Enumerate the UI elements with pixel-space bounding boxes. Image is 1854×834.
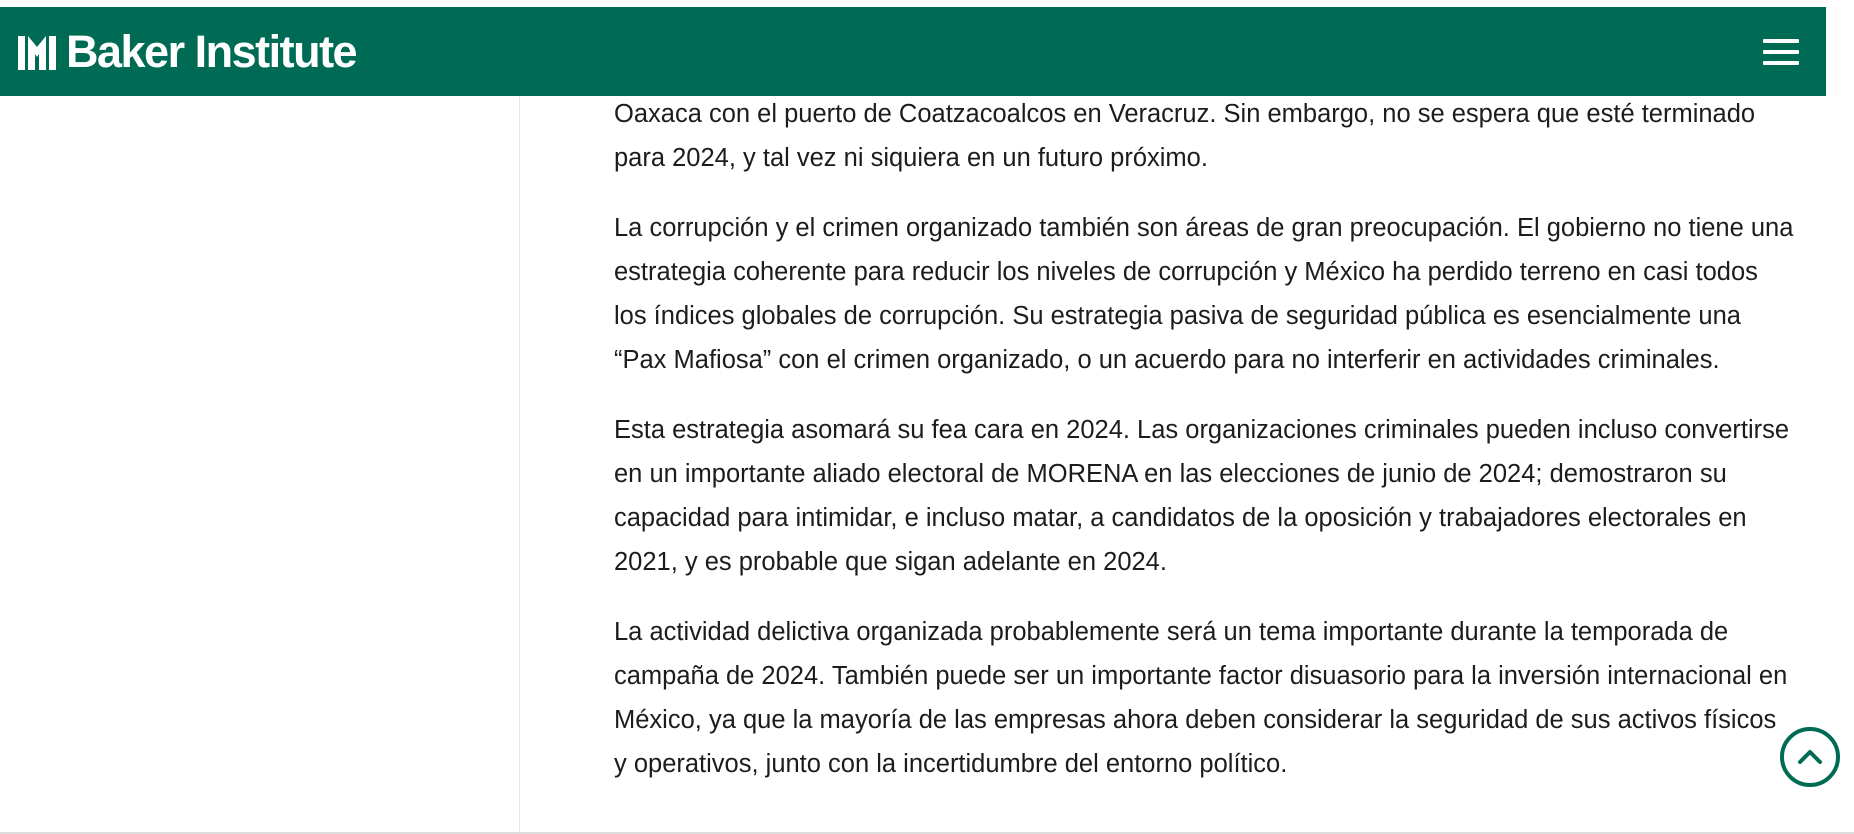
menu-bar-middle <box>1763 50 1799 54</box>
article-paragraph: La actividad delictiva organizada probablemente será un tema importante durante la temporada de campaña de 2024. También puede ser un importante factor disuasorio para la inversión internacional en México, ya que la mayoría de las empresas ahora deben considerar la seguridad de sus activos físicos y operativos, junto con la incertidumbre del entorno político. <box>614 618 1788 778</box>
site-header <box>0 7 1826 96</box>
site-logo-link[interactable] <box>18 26 357 77</box>
back-to-top-button[interactable] <box>1780 727 1840 787</box>
hamburger-menu-icon[interactable] <box>1763 34 1799 70</box>
building-columns-icon <box>18 34 56 70</box>
article-paragraph: Esta estrategia asomará su fea cara en 2024. Las organizaciones criminales pueden incluso convertirse en un importante aliado electoral de MORENA en las elecciones de junio de 2024; demostraron su capacidad para intimidar, e incluso matar, a candidatos de la oposición y trabajadores electorales en 2021, y es probable que sigan adelante en 2024. <box>614 416 1790 576</box>
chevron-up-icon <box>1794 741 1826 773</box>
menu-bar-bottom <box>1763 61 1799 65</box>
article-paragraph: Oaxaca con el puerto de Coatzacoalcos en Veracruz. Sin embargo, no se espera que esté terminado para 2024, y tal vez ni siquiera en un futuro próximo. <box>614 100 1756 172</box>
article-body <box>614 92 1794 812</box>
article-paragraph: La corrupción y el crimen organizado también son áreas de gran preocupación. El gobierno no tiene una estrategia coherente para reducir los niveles de corrupción y México ha perdido terreno en casi todos los índices globales de corrupción. Su estrategia pasiva de seguridad pública es esencialmente una “Pax Mafiosa” con el crimen organizado, o un acuerdo para no interferir en actividades criminales. <box>614 214 1794 374</box>
menu-bar-top <box>1763 39 1799 43</box>
brand-name: Baker Institute <box>66 26 357 77</box>
sidebar-divider <box>519 96 520 834</box>
